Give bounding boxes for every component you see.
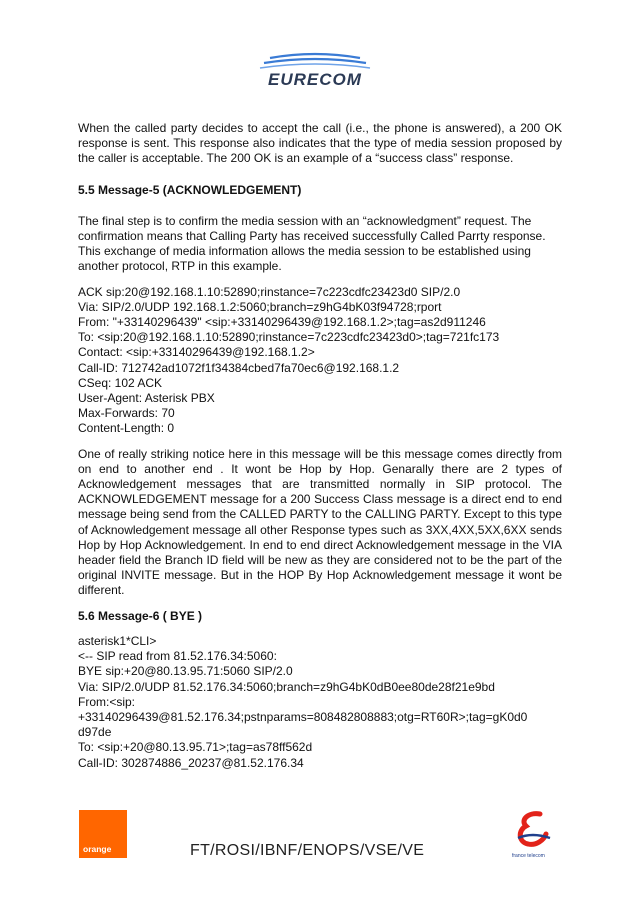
- section-heading-5-6: 5.6 Message-6 ( BYE ): [78, 608, 203, 623]
- document-body: [78, 121, 562, 771]
- orange-logo: [79, 810, 127, 858]
- ack-line: User-Agent: Asterisk PBX: [78, 391, 215, 406]
- bye-line: asterisk1*CLI>: [78, 633, 157, 648]
- bye-line: To: <sip:+20@80.13.95.71>;tag=as78ff562d: [78, 740, 313, 755]
- ack-message-block: [78, 285, 562, 437]
- bye-line: d97de: [78, 725, 112, 740]
- paragraph-ack-explanation: One of really striking notice here in this message will be this message comes directly from on end to another end . It wont be Hop by Hop. Genarally there are 2 types of Acknowledgement messages that are transmitted normally in SIP protocol. The ACKNOWLEDGEMENT message for a 200 Success Class message is a direct end to end message being send from the CALLED PARTY to the CALLING PARTY. Except to this type of Acknowledgement message all other Response types such as 3XX,4XX,5XX,6XX sends Hop by Hop Acknowledgement. In end to end direct Acknowledgement message in the VIA header field the Branch ID field will be new as they are considered not to be the part of the original INVITE message. But in the HOP By Hop Acknowledgement message it wont be different.: [78, 446, 562, 598]
- orange-logo-text: orange: [83, 844, 112, 854]
- section-heading-5-5: 5.5 Message-5 (ACKNOWLEDGEMENT): [78, 182, 302, 197]
- bye-line: <-- SIP read from 81.52.176.34:5060:: [78, 649, 277, 664]
- bye-line: From:<sip:: [78, 694, 136, 709]
- ack-line: Call-ID: 712742ad1072f1f34384cbed7fa70ec6@192.168.1.2: [78, 360, 400, 375]
- ack-line: To: <sip:20@192.168.1.10:52890;rinstance=7c223cdfc23423d0>;tag=721fc173: [78, 330, 500, 345]
- france-telecom-logo-text: france telecom: [512, 853, 545, 859]
- footer-reference: FT/ROSI/IBNF/ENOPS/VSE/VE: [190, 842, 425, 859]
- bye-line: BYE sip:+20@80.13.95.71:5060 SIP/2.0: [78, 664, 293, 679]
- bye-line: Via: SIP/2.0/UDP 81.52.176.34:5060;branch=z9hG4bK0dB0ee80de28f21e9bd: [78, 679, 495, 694]
- ack-line: CSeq: 102 ACK: [78, 375, 163, 390]
- eurecom-logo: EURECOM: [268, 70, 362, 89]
- ack-line: Contact: <sip:+33140296439@192.168.1.2>: [78, 345, 315, 360]
- france-telecom-logo-icon: [510, 808, 554, 852]
- bye-line: Call-ID: 302874886_20237@81.52.176.34: [78, 755, 304, 770]
- bye-message-block: [78, 634, 562, 771]
- paragraph-200-ok: When the called party decides to accept the call (i.e., the phone is answered), a 200 OK response is sent. This response also indicates that the type of media session proposed by the caller is acceptable. The 200 OK is an example of a “success class” response.: [78, 121, 562, 166]
- bye-line: +33140296439@81.52.176.34;pstnparams=808482808883;otg=RT60R>;tag=gK0d0: [78, 709, 528, 724]
- ack-line: Max-Forwards: 70: [78, 406, 175, 421]
- ack-line: Via: SIP/2.0/UDP 192.168.1.2:5060;branch=z9hG4bK03f94728;rport: [78, 299, 442, 314]
- ack-line: From: "+33140296439" <sip:+33140296439@192.168.1.2>;tag=as2d911246: [78, 315, 486, 330]
- paragraph-ack-intro: The final step is to confirm the media session with an “acknowledgment” request. The confirmation means that Calling Party has received successfully Called Parrty response. This exchange of media information allows the media session to be established using another protocol, RTP in this example.: [78, 213, 546, 274]
- ack-line: ACK sip:20@192.168.1.10:52890;rinstance=7c223cdfc23423d0 SIP/2.0: [78, 284, 461, 299]
- ack-line: Content-Length: 0: [78, 421, 175, 436]
